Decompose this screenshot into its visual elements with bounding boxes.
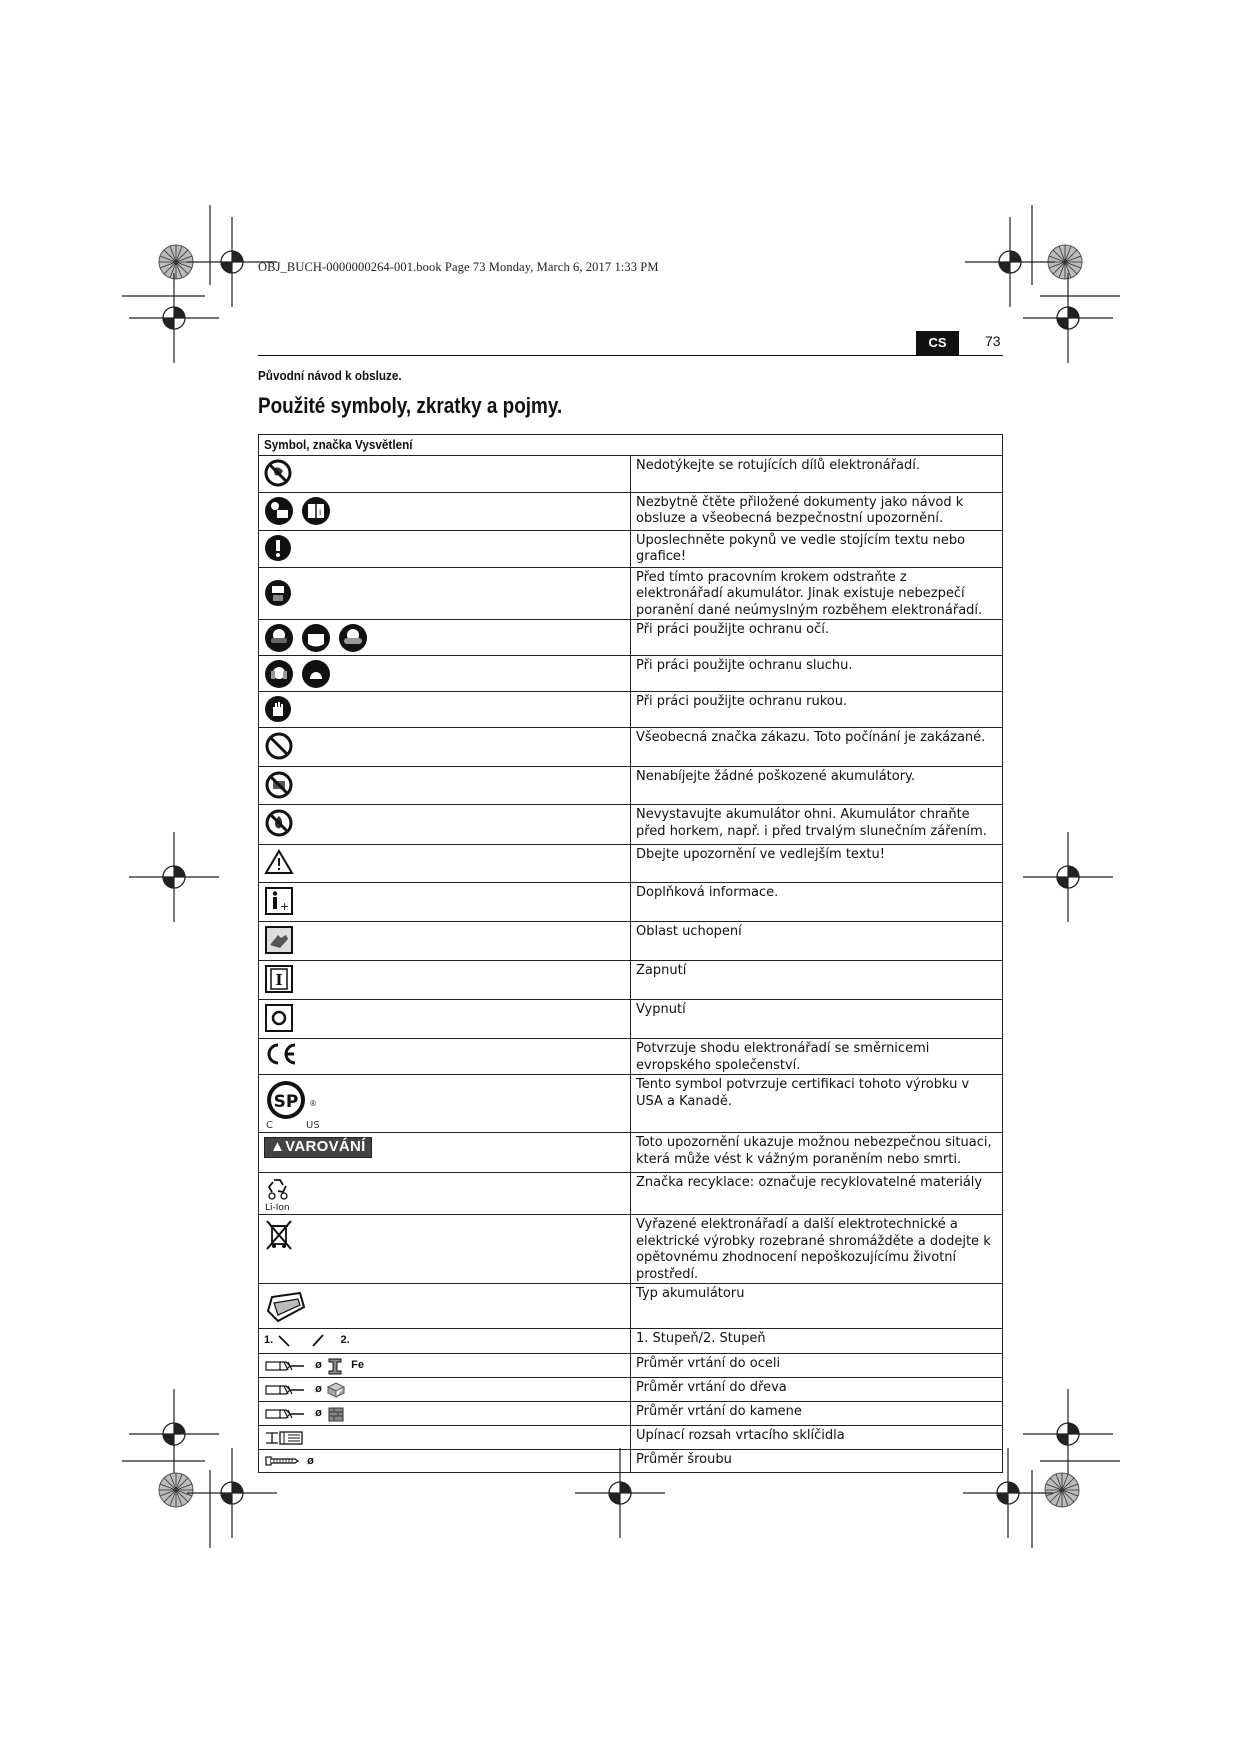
row-text: Typ akumulátoru [631,1284,1003,1329]
svg-text:®: ® [309,1099,317,1108]
diameter-symbol: ø [315,1407,322,1419]
row-text: Dbejte upozornění ve vedlejším textu! [631,845,1003,883]
svg-text:i: i [319,507,322,517]
warning-label-text: VAROVÁNÍ [285,1138,366,1155]
row-text: Značka recyklace: označuje recyklovatelné materiály [631,1173,1003,1215]
table-row [259,692,1003,728]
switch-on-icon [264,964,294,994]
table-row [259,1133,1003,1173]
table-row [259,1402,1003,1426]
svg-text:SP: SP [273,1092,299,1112]
table-row [259,530,1003,567]
csa-mark-icon [264,1078,324,1130]
header-rule [258,355,1003,356]
row-text: Potvrzuje shodu elektronářadí se směrnicemi evropského společenství. [631,1039,1003,1075]
row-text: 1. Stupeň/2. Stupeň [631,1329,1003,1354]
row-text: Uposlechněte pokynů ve vedle stojícím textu nebo grafice! [631,530,1003,567]
row-text: Toto upozornění ukazuje možnou nebezpečnou situaci, která může vést k vážným poraněním nebo smrti. [631,1133,1003,1173]
manual-book-icon [301,496,331,526]
gear-stage-icon [277,1332,333,1348]
row-text: Při práci použijte ochranu očí. [631,620,1003,656]
csa-us-label: US [306,1120,320,1130]
table-row [259,1354,1003,1378]
no-fire-battery-icon [264,808,294,838]
steel-profile-icon [326,1357,344,1375]
table-row [259,1000,1003,1039]
drill-bit-icon [264,1381,308,1399]
row-text: Nenabíjejte žádné poškozené akumulátory. [631,767,1003,805]
table-row [259,1173,1003,1215]
goggles-icon [338,623,368,653]
table-row [259,492,1003,530]
table-row [259,1039,1003,1075]
earmuff-icon [301,659,331,689]
row-text: Vyřazené elektronářadí a další elektrotechnické a elektrické výrobky rozebrané shromážděte a dodejte k opětovnému zhodnocení nepoškozujícímu životní prostředí. [631,1215,1003,1284]
page-title: Použité symboly, zkratky a pojmy. [258,393,563,418]
table-row [259,961,1003,1000]
ear-protection-icon [264,659,294,689]
fe-label: Fe [351,1359,364,1371]
table-row [259,1378,1003,1402]
table-row [259,845,1003,883]
row-text: Při práci použijte ochranu sluchu. [631,656,1003,692]
symbols-table [258,434,1003,1473]
gear-stage-1-label: 1. [264,1334,274,1346]
eye-protection-icon [264,623,294,653]
ce-mark-icon [264,1042,298,1066]
table-row [259,1426,1003,1450]
no-charge-damaged-battery-icon [264,770,294,800]
table-row [259,767,1003,805]
table-row [259,1215,1003,1284]
stone-icon [326,1405,346,1423]
switch-off-icon [264,1003,294,1033]
diameter-symbol: ø [315,1383,322,1395]
print-header: OBJ_BUCH-0000000264-001.book Page 73 Monday, March 6, 2017 1:33 PM [258,260,659,274]
weee-bin-icon [264,1218,294,1252]
table-header [259,435,1003,456]
row-text: Zapnutí [631,961,1003,1000]
table-header-row [259,435,1003,456]
mandatory-exclamation-icon [264,534,292,562]
read-manual-icon [264,496,294,526]
row-text: Oblast uchopení [631,922,1003,961]
svg-text:+: + [280,900,290,913]
battery-type-icon [264,1287,308,1325]
glove-icon [264,695,292,723]
table-row [259,728,1003,767]
row-text: Doplňková informace. [631,883,1003,922]
row-text: Při práci použijte ochranu rukou. [631,692,1003,728]
row-text: Nezbytně čtěte přiložené dokumenty jako návod k obsluze a všeobecná bezpečnostní upozornění. [631,492,1003,530]
no-touch-rotating-parts-icon [264,459,292,487]
table-row [259,805,1003,845]
face-shield-icon [301,623,331,653]
screw-icon [264,1453,300,1469]
row-text: Průměr šroubu [631,1450,1003,1473]
row-text: Před tímto pracovním krokem odstraňte z elektronářadí akumulátor. Jinak existuje nebezpečí poranění dané neúmyslným rozběhem elektronářadí. [631,567,1003,620]
wood-icon [326,1381,346,1399]
table-row [259,656,1003,692]
remove-battery-icon [264,579,292,607]
row-text: Průměr vrtání do kamene [631,1402,1003,1426]
table-row [259,567,1003,620]
table-row [259,620,1003,656]
row-text: Vypnutí [631,1000,1003,1039]
csa-c-label: C [266,1120,273,1130]
on-label: I [275,971,283,989]
drill-bit-icon [264,1405,308,1423]
info-icon [264,886,294,916]
grip-area-icon [264,925,294,955]
warning-label: ▲VAROVÁNÍ [264,1137,372,1158]
warning-triangle-icon [264,848,294,876]
drill-bit-icon [264,1357,308,1375]
table-row [259,455,1003,492]
diameter-symbol: ø [307,1455,314,1467]
table-row [259,1450,1003,1473]
table-row [259,1075,1003,1133]
gear-stage-2-label: 2. [340,1334,350,1346]
row-text: Nedotýkejte se rotujících dílů elektronářadí. [631,455,1003,492]
subtitle: Původní návod k obsluze. [258,368,402,383]
language-badge: CS [916,331,959,355]
table-header-label: Symbol, značka Vysvětlení [264,437,413,452]
diameter-symbol: ø [315,1359,322,1371]
row-text: Nevystavujte akumulátor ohni. Akumulátor chraňte před horkem, např. i před trvalým slunečním zářením. [631,805,1003,845]
table-row [259,1329,1003,1354]
chuck-range-icon [264,1429,304,1447]
recycling-icon [264,1176,298,1212]
recycling-label: Li-Ion [265,1203,290,1212]
table-row [259,1284,1003,1329]
row-text: Průměr vrtání do oceli [631,1354,1003,1378]
row-text: Průměr vrtání do dřeva [631,1378,1003,1402]
prohibition-icon [264,731,294,761]
table-row [259,922,1003,961]
row-text: Upínací rozsah vrtacího sklíčidla [631,1426,1003,1450]
table-row [259,883,1003,922]
page-number: 73 [985,333,1001,349]
row-text: Tento symbol potvrzuje certifikaci tohoto výrobku v USA a Kanadě. [631,1075,1003,1133]
row-text: Všeobecná značka zákazu. Toto počínání je zakázané. [631,728,1003,767]
